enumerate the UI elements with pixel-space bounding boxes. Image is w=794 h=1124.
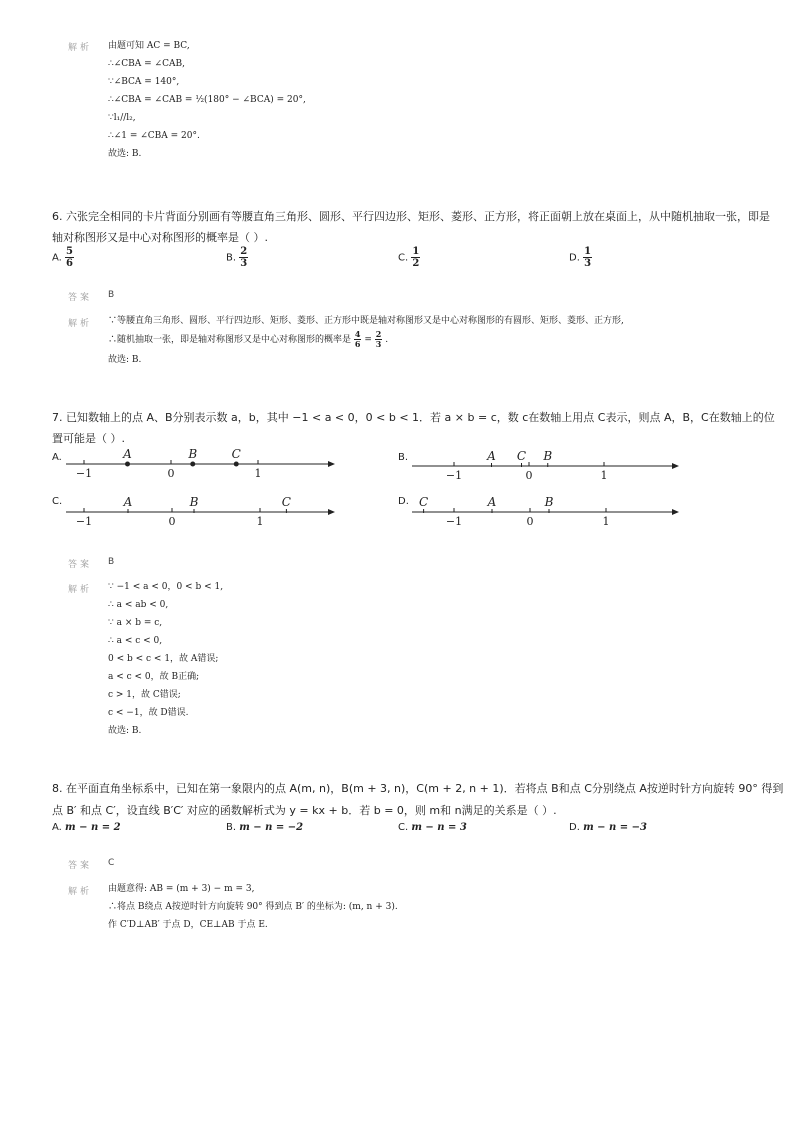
option-label: C. (398, 252, 409, 264)
q7-option-c-label[interactable]: C. (52, 496, 63, 507)
solution-line: ∴将点 B绕点 A按逆时针方向旋转 90° 得到点 B′ 的坐标为: (m, n + 3). (108, 902, 398, 912)
point-label: A (487, 449, 496, 463)
tick-label: −1 (75, 467, 93, 480)
point-label: B (543, 449, 553, 463)
option-label: B. (226, 822, 237, 833)
solution-line: 由题意得: AB = (m + 3) − m = 3, (108, 884, 255, 894)
q8-solution (108, 880, 398, 934)
q7-option-b-label[interactable]: B. (398, 452, 409, 463)
q8-answer: C (108, 858, 115, 868)
number-line-d[interactable] (410, 488, 680, 528)
q8-option-b[interactable] (226, 822, 303, 833)
analysis-label: 解析 (68, 43, 93, 53)
tick-label: 1 (256, 515, 264, 528)
solution-line: c < −1，故 D错误. (108, 708, 189, 718)
tick-label: −1 (445, 515, 463, 528)
q6-stem-line1: 6. 六张完全相同的卡片背面分别画有等腰直角三角形、圆形、平行四边形、矩形、菱形、正方形，将正面朝上放在桌面上，从中随机抽取一张，即是 (52, 210, 770, 223)
point-label: B (544, 495, 554, 509)
axis-arrow-icon (328, 461, 335, 467)
axis-arrow-icon (672, 509, 679, 515)
solution-line: ∴ a < ab < 0, (108, 600, 169, 610)
point-label: B (188, 447, 198, 461)
q7-answer: B (108, 557, 115, 567)
point-dot (125, 462, 130, 467)
q8-option-c[interactable] (398, 822, 467, 833)
tick-label: −1 (445, 469, 463, 482)
number-line-a[interactable] (64, 444, 336, 484)
q6-stem-line2: 轴对称图形又是中心对称图形的概率是（ ）. (52, 231, 268, 244)
point-label: C (419, 495, 429, 509)
option-label: B. (226, 252, 237, 264)
axis-arrow-icon (328, 509, 335, 515)
q8-stem-line2: 点 B′ 和点 C′，设直线 B′C′ 对应的函数解析式为 y = kx + b．若 b = 0，则 m和 n满足的关系是（ ）. (52, 804, 557, 817)
q6-option-d[interactable] (569, 246, 592, 269)
solution-line: ∵ a × b = c, (108, 618, 163, 628)
solution-line: ∴∠CBA = ∠CAB = ½(180° − ∠BCA) = 20°, (108, 95, 306, 105)
point-label: A (487, 495, 497, 509)
q6-option-a[interactable] (52, 246, 74, 269)
solution-line: ∵∠BCA = 140°, (108, 77, 180, 87)
option-label: C. (398, 822, 409, 833)
point-label: C (516, 449, 527, 463)
point-label: A (123, 447, 132, 461)
analysis-label: 解析 (68, 585, 93, 595)
point-dot (190, 462, 195, 467)
q7-stem-line1: 7. 已知数轴上的点 A、B分别表示数 a，b，其中 −1 < a < 0，0 < b < 1．若 a × b = c，数 c在数轴上用点 C表示，则点 A，B，C在数轴上的位 (52, 411, 775, 424)
option-text: m − n = 3 (411, 822, 467, 833)
solution-line: 由题可知 AC = BC, (108, 41, 190, 51)
tick-label: 0 (168, 515, 176, 528)
number-line-c[interactable] (64, 488, 336, 528)
tick-label: 0 (525, 469, 533, 482)
point-label: A (123, 495, 133, 509)
q5-solution (108, 37, 306, 163)
analysis-label: 解析 (68, 319, 93, 329)
option-fraction: $\frac{2}{3}$ (240, 246, 248, 269)
option-fraction: $\frac{1}{3}$ (584, 246, 592, 269)
option-text: m − n = −3 (583, 822, 647, 833)
option-text: m − n = −2 (239, 822, 304, 833)
solution-line: ∵l₁//l₂, (108, 113, 136, 123)
solution-line: 故选: B. (108, 149, 142, 159)
solution-line: a < c < 0，故 B正确; (108, 672, 200, 682)
q6-option-c[interactable] (398, 246, 420, 269)
tick-label: 0 (167, 467, 175, 480)
option-label: D. (569, 252, 580, 264)
solution-line: 0 < b < c < 1，故 A错误; (108, 654, 219, 664)
tick-label: −1 (75, 515, 93, 528)
answer-label: 答案 (68, 861, 93, 871)
solution-line: ∴∠1 = ∠CBA = 20°. (108, 131, 200, 141)
q7-option-d-label[interactable]: D. (398, 496, 409, 507)
analysis-label: 解析 (68, 887, 93, 897)
point-label: C (231, 447, 241, 461)
option-fraction: $\frac{1}{2}$ (412, 246, 420, 269)
solution-line: ∴∠CBA = ∠CAB, (108, 59, 185, 69)
number-line-b[interactable] (410, 444, 680, 484)
q7-option-a-label[interactable]: A. (52, 452, 62, 463)
option-text: m − n = 2 (65, 822, 121, 833)
tick-label: 1 (254, 467, 262, 480)
q6-answer: B (108, 290, 115, 300)
q6-solution-line1: ∵等腰直角三角形、圆形、平行四边形、矩形、菱形、正方形中既是轴对称图形又是中心对称图形的有圆形、矩形、菱形、正方形, (108, 316, 624, 326)
solution-line: 作 C′D⊥AB′ 于点 D，CE⊥AB 于点 E. (108, 920, 268, 930)
point-label: B (189, 495, 199, 509)
q6-solution-line3: 故选: B. (108, 355, 142, 365)
solution-line: c > 1，故 C错误; (108, 690, 181, 700)
point-dot (234, 462, 239, 467)
q6-option-b[interactable] (226, 246, 248, 269)
answer-label: 答案 (68, 560, 93, 570)
option-label: A. (52, 822, 62, 833)
q8-option-a[interactable] (52, 822, 121, 833)
solution-line: ∴ a < c < 0, (108, 636, 163, 646)
option-label: D. (569, 822, 580, 833)
q8-option-d[interactable] (569, 822, 647, 833)
solution-line: ∵ −1 < a < 0，0 < b < 1, (108, 582, 224, 592)
point-label: C (281, 495, 291, 509)
q6-solution-line2: ∴随机抽取一张，即是轴对称图形又是中心对称图形的概率是 $\frac{4}{6}$ = $\frac{2}{3}$ . (108, 329, 389, 349)
solution-line: 故选: B. (108, 726, 142, 736)
tick-label: 1 (600, 469, 608, 482)
q7-stem-line2: 置可能是（ ）. (52, 432, 125, 445)
option-label: A. (52, 252, 62, 264)
tick-label: 1 (602, 515, 610, 528)
axis-arrow-icon (672, 463, 679, 469)
q8-stem-line1: 8. 在平面直角坐标系中，已知在第一象限内的点 A(m, n)，B(m + 3, n)，C(m + 2, n + 1)．若将点 B和点 C分别绕点 A按逆时针方向旋转 90° 得到 (52, 782, 784, 795)
tick-label: 0 (526, 515, 534, 528)
answer-label: 答案 (68, 293, 93, 303)
option-fraction: $\frac{5}{6}$ (66, 246, 73, 269)
q7-solution (108, 578, 223, 740)
